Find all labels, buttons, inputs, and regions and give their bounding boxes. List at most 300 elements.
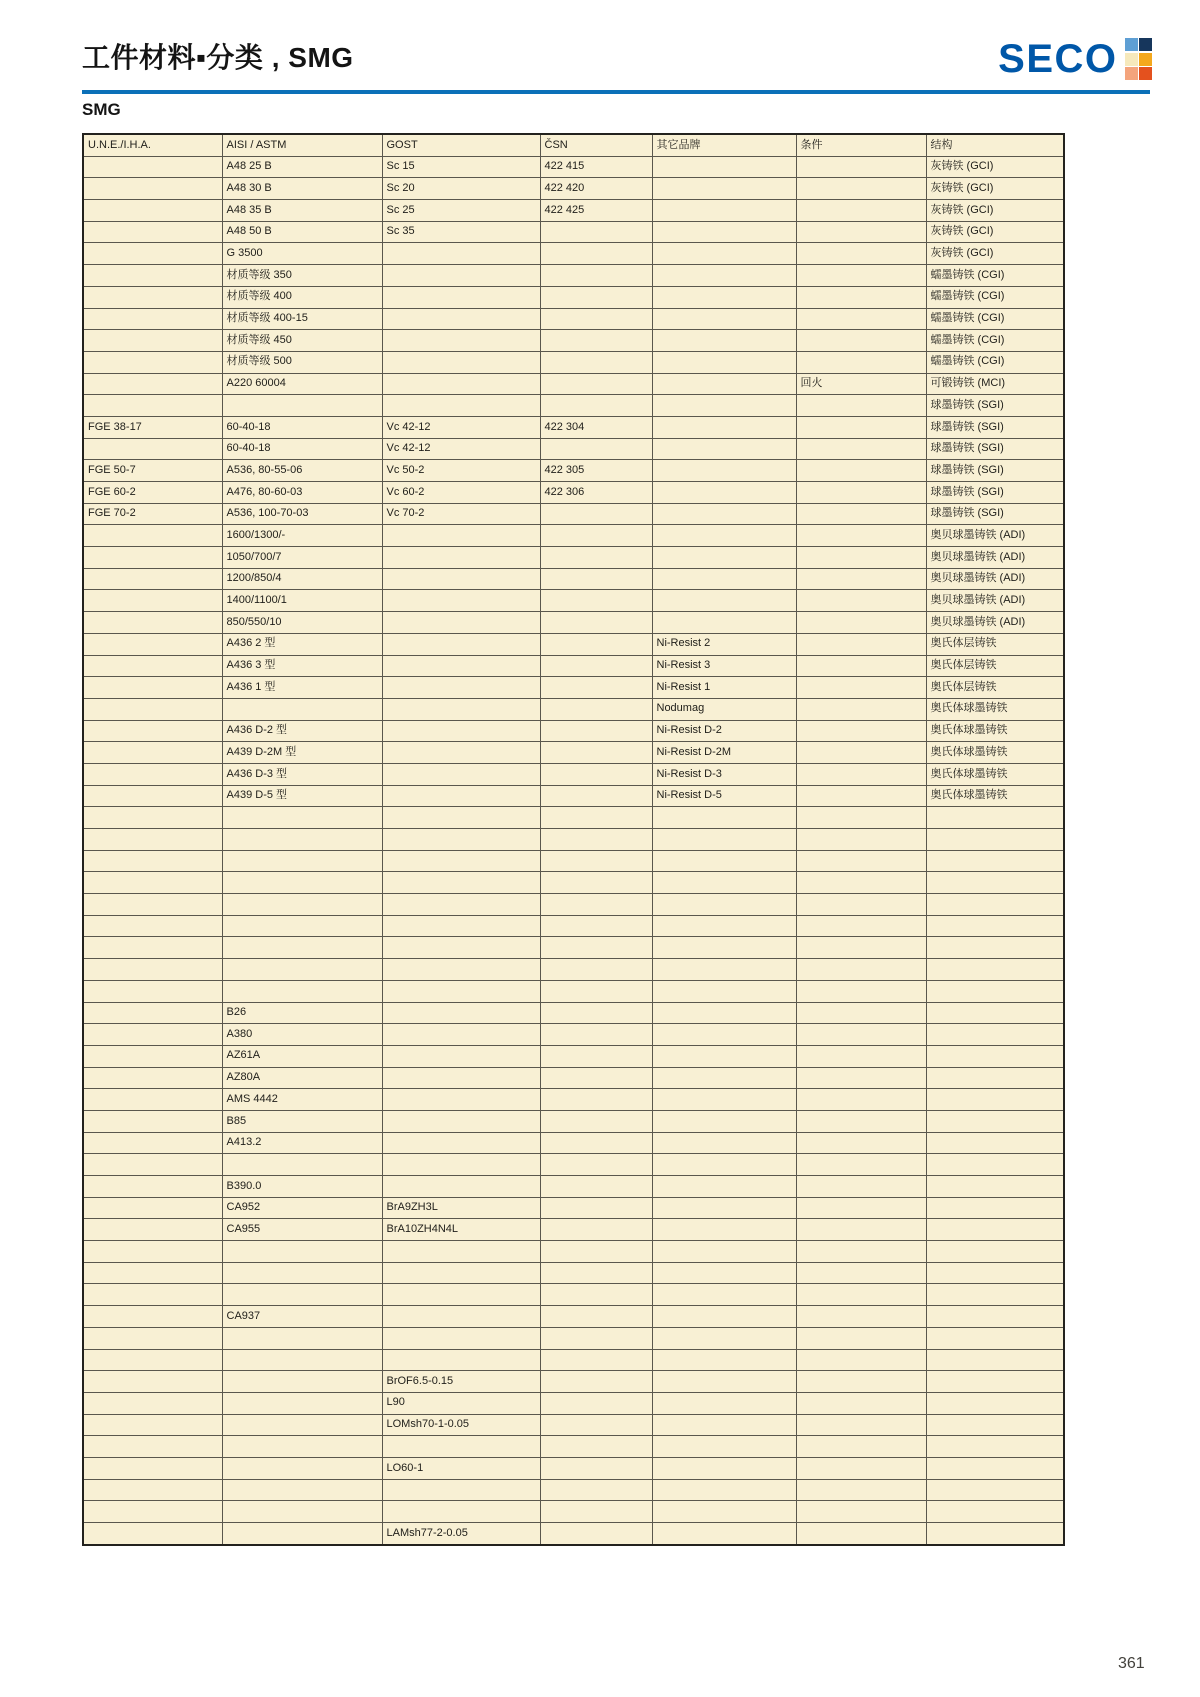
cell: A413.2	[222, 1132, 382, 1154]
seco-logo-text: SECO	[998, 37, 1118, 81]
cell	[652, 243, 796, 265]
table-row	[83, 351, 1064, 373]
cell: 奥氏体层铸铁	[926, 677, 1064, 699]
cell	[926, 1306, 1064, 1328]
cell	[926, 1045, 1064, 1067]
cell: 60-40-18	[222, 416, 382, 438]
cell	[652, 1067, 796, 1089]
cell: 422 306	[540, 482, 652, 504]
logo-mosaic-square	[1139, 38, 1152, 51]
cell	[796, 1414, 926, 1436]
column-header: GOST	[382, 134, 540, 156]
column-header: 条件	[796, 134, 926, 156]
section-label: SMG	[82, 100, 121, 119]
cell	[652, 1306, 796, 1328]
table-row	[83, 807, 1064, 829]
cell	[796, 416, 926, 438]
cell	[926, 1479, 1064, 1501]
cell	[796, 438, 926, 460]
table-row	[83, 503, 1064, 525]
cell	[796, 503, 926, 525]
cell	[540, 742, 652, 764]
cell	[926, 1523, 1064, 1545]
cell	[382, 785, 540, 807]
cell: 422 420	[540, 178, 652, 200]
cell	[540, 286, 652, 308]
cell	[83, 221, 222, 243]
cell	[83, 1436, 222, 1458]
cell	[382, 590, 540, 612]
cell: 球墨铸铁 (SGI)	[926, 482, 1064, 504]
cell	[540, 612, 652, 634]
cell: CA955	[222, 1219, 382, 1241]
cell	[540, 1176, 652, 1198]
cell	[222, 1154, 382, 1176]
cell	[652, 156, 796, 178]
cell: 灰铸铁 (GCI)	[926, 243, 1064, 265]
cell	[652, 221, 796, 243]
cell: B85	[222, 1110, 382, 1132]
column-header: 结构	[926, 134, 1064, 156]
cell	[382, 568, 540, 590]
cell: G 3500	[222, 243, 382, 265]
cell	[652, 265, 796, 287]
cell	[222, 1479, 382, 1501]
cell	[926, 894, 1064, 916]
cell	[796, 547, 926, 569]
cell	[222, 872, 382, 894]
table-row	[83, 156, 1064, 178]
cell: 奥氏体层铸铁	[926, 655, 1064, 677]
cell	[83, 1154, 222, 1176]
cell	[540, 850, 652, 872]
cell	[540, 1219, 652, 1241]
cell	[540, 1457, 652, 1479]
cell: 422 415	[540, 156, 652, 178]
cell	[796, 1132, 926, 1154]
cell: Sc 15	[382, 156, 540, 178]
cell	[926, 1024, 1064, 1046]
table-row	[83, 330, 1064, 352]
cell	[83, 633, 222, 655]
cell: CA952	[222, 1197, 382, 1219]
cell: BrOF6.5-0.15	[382, 1371, 540, 1393]
cell	[926, 937, 1064, 959]
cell	[382, 1241, 540, 1263]
cell	[83, 1197, 222, 1219]
cell	[796, 286, 926, 308]
cell	[540, 1349, 652, 1371]
cell	[382, 872, 540, 894]
cell	[83, 1523, 222, 1545]
cell	[796, 1067, 926, 1089]
cell: 1600/1300/-	[222, 525, 382, 547]
cell	[652, 395, 796, 417]
cell	[796, 677, 926, 699]
cell	[83, 655, 222, 677]
logo-mosaic-square	[1125, 67, 1138, 80]
cell	[796, 1349, 926, 1371]
cell	[540, 590, 652, 612]
table-row	[83, 1241, 1064, 1263]
cell	[652, 872, 796, 894]
cell: 奥氏体球墨铸铁	[926, 742, 1064, 764]
cell	[540, 1479, 652, 1501]
cell	[652, 1045, 796, 1067]
cell	[926, 1436, 1064, 1458]
cell	[540, 763, 652, 785]
cell: Ni-Resist D-2M	[652, 742, 796, 764]
cell	[382, 1045, 540, 1067]
cell	[926, 959, 1064, 981]
cell	[83, 807, 222, 829]
cell	[83, 330, 222, 352]
cell	[382, 1306, 540, 1328]
cell	[652, 525, 796, 547]
cell	[796, 1262, 926, 1284]
cell	[222, 1262, 382, 1284]
table-row	[83, 1501, 1064, 1523]
cell	[652, 1219, 796, 1241]
cell	[796, 1110, 926, 1132]
table-row	[83, 460, 1064, 482]
cell: Nodumag	[652, 698, 796, 720]
cell: 422 305	[540, 460, 652, 482]
cell: Vc 50-2	[382, 460, 540, 482]
cell	[382, 763, 540, 785]
cell	[540, 915, 652, 937]
cell	[382, 612, 540, 634]
cell	[540, 1523, 652, 1545]
cell	[382, 915, 540, 937]
cell	[796, 351, 926, 373]
table-body	[83, 156, 1064, 1545]
cell	[222, 915, 382, 937]
cell: 材质等级 500	[222, 351, 382, 373]
cell: 蠕墨铸铁 (CGI)	[926, 265, 1064, 287]
cell	[540, 1067, 652, 1089]
cell	[796, 178, 926, 200]
table-row	[83, 525, 1064, 547]
cell	[796, 308, 926, 330]
cell	[382, 1349, 540, 1371]
cell	[540, 503, 652, 525]
cell	[382, 1002, 540, 1024]
cell	[382, 1089, 540, 1111]
cell	[83, 1349, 222, 1371]
cell	[222, 959, 382, 981]
cell	[540, 1392, 652, 1414]
cell: 球墨铸铁 (SGI)	[926, 503, 1064, 525]
table-row	[83, 1392, 1064, 1414]
cell	[382, 937, 540, 959]
cell	[926, 1414, 1064, 1436]
cell	[796, 829, 926, 851]
table-row	[83, 655, 1064, 677]
cell	[83, 698, 222, 720]
cell: B390.0	[222, 1176, 382, 1198]
cell	[796, 460, 926, 482]
cell: 灰铸铁 (GCI)	[926, 200, 1064, 222]
cell	[540, 1414, 652, 1436]
cell	[796, 655, 926, 677]
cell: A220 60004	[222, 373, 382, 395]
cell	[83, 1024, 222, 1046]
cell	[83, 1306, 222, 1328]
cell	[926, 1392, 1064, 1414]
cell	[83, 850, 222, 872]
cell	[83, 438, 222, 460]
cell	[222, 1371, 382, 1393]
cell	[796, 807, 926, 829]
table-row	[83, 308, 1064, 330]
cell: A48 50 B	[222, 221, 382, 243]
cell: 可锻铸铁 (MCI)	[926, 373, 1064, 395]
cell	[83, 1479, 222, 1501]
cell	[926, 1089, 1064, 1111]
cell	[540, 959, 652, 981]
cell	[652, 1024, 796, 1046]
table-row	[83, 1197, 1064, 1219]
cell	[540, 1284, 652, 1306]
cell	[222, 1501, 382, 1523]
cell	[222, 1284, 382, 1306]
cell	[540, 525, 652, 547]
cell	[382, 1436, 540, 1458]
table-row	[83, 633, 1064, 655]
cell: Vc 70-2	[382, 503, 540, 525]
cell	[652, 286, 796, 308]
table-row	[83, 1024, 1064, 1046]
cell	[540, 633, 652, 655]
cell: 球墨铸铁 (SGI)	[926, 438, 1064, 460]
cell	[382, 330, 540, 352]
table-row	[83, 980, 1064, 1002]
materials-table	[82, 133, 1065, 1546]
table-row	[83, 265, 1064, 287]
cell	[382, 1110, 540, 1132]
cell	[83, 1045, 222, 1067]
cell	[652, 1414, 796, 1436]
cell	[540, 547, 652, 569]
cell: 材质等级 400-15	[222, 308, 382, 330]
cell	[83, 742, 222, 764]
cell	[926, 1154, 1064, 1176]
cell	[652, 1457, 796, 1479]
cell	[652, 308, 796, 330]
cell	[796, 785, 926, 807]
cell: LAMsh77-2-0.05	[382, 1523, 540, 1545]
cell	[382, 850, 540, 872]
cell	[83, 395, 222, 417]
cell: 奥氏体球墨铸铁	[926, 720, 1064, 742]
cell	[652, 1436, 796, 1458]
cell	[382, 1327, 540, 1349]
cell	[222, 937, 382, 959]
cell: 球墨铸铁 (SGI)	[926, 416, 1064, 438]
cell	[926, 1371, 1064, 1393]
cell	[83, 308, 222, 330]
table-row	[83, 1371, 1064, 1393]
cell	[540, 438, 652, 460]
cell	[222, 698, 382, 720]
cell	[926, 1457, 1064, 1479]
cell	[652, 1284, 796, 1306]
cell	[652, 1154, 796, 1176]
cell	[222, 850, 382, 872]
table-row	[83, 612, 1064, 634]
cell	[796, 850, 926, 872]
cell	[83, 1392, 222, 1414]
cell	[83, 612, 222, 634]
cell	[83, 937, 222, 959]
table-row	[83, 1262, 1064, 1284]
cell	[540, 1024, 652, 1046]
seco-logo-mosaic	[1125, 38, 1153, 80]
cell	[796, 980, 926, 1002]
logo-mosaic-square	[1125, 53, 1138, 66]
cell	[796, 221, 926, 243]
cell	[652, 1110, 796, 1132]
cell: Vc 60-2	[382, 482, 540, 504]
cell	[796, 1479, 926, 1501]
cell	[382, 1501, 540, 1523]
cell	[382, 1284, 540, 1306]
cell	[382, 547, 540, 569]
cell	[796, 894, 926, 916]
cell	[382, 720, 540, 742]
cell	[652, 351, 796, 373]
cell	[83, 1002, 222, 1024]
cell	[222, 807, 382, 829]
table-row	[83, 1306, 1064, 1328]
cell	[382, 1132, 540, 1154]
cell	[83, 785, 222, 807]
cell	[652, 1132, 796, 1154]
cell: B26	[222, 1002, 382, 1024]
cell	[796, 265, 926, 287]
cell	[796, 590, 926, 612]
cell	[83, 872, 222, 894]
cell	[83, 1327, 222, 1349]
cell	[540, 1306, 652, 1328]
cell	[382, 742, 540, 764]
cell	[382, 1067, 540, 1089]
table-row	[83, 1284, 1064, 1306]
cell	[926, 980, 1064, 1002]
cell	[652, 850, 796, 872]
cell	[796, 1045, 926, 1067]
cell	[222, 1241, 382, 1263]
cell	[382, 286, 540, 308]
cell	[540, 1241, 652, 1263]
cell	[796, 1306, 926, 1328]
cell	[926, 1349, 1064, 1371]
cell: FGE 60-2	[83, 482, 222, 504]
cell	[652, 1327, 796, 1349]
cell	[83, 763, 222, 785]
cell: Ni-Resist 3	[652, 655, 796, 677]
cell	[222, 1436, 382, 1458]
cell	[796, 1501, 926, 1523]
table-row	[83, 1349, 1064, 1371]
cell	[926, 1002, 1064, 1024]
table-row	[83, 677, 1064, 699]
cell	[222, 829, 382, 851]
table-row	[83, 178, 1064, 200]
cell	[652, 1262, 796, 1284]
cell	[652, 1479, 796, 1501]
cell	[796, 1024, 926, 1046]
cell	[926, 1176, 1064, 1198]
cell	[83, 1110, 222, 1132]
cell: FGE 38-17	[83, 416, 222, 438]
cell	[652, 482, 796, 504]
cell	[83, 568, 222, 590]
cell	[83, 1132, 222, 1154]
cell	[926, 872, 1064, 894]
cell: A48 35 B	[222, 200, 382, 222]
cell	[652, 590, 796, 612]
table-row	[83, 698, 1064, 720]
cell	[652, 829, 796, 851]
cell	[926, 1262, 1064, 1284]
cell	[652, 568, 796, 590]
table-row	[83, 416, 1064, 438]
cell	[540, 1197, 652, 1219]
cell: 奥贝球墨铸铁 (ADI)	[926, 547, 1064, 569]
header-row	[83, 134, 1064, 156]
cell	[652, 1523, 796, 1545]
cell	[652, 416, 796, 438]
cell	[796, 720, 926, 742]
column-header: U.N.E./I.H.A.	[83, 134, 222, 156]
table-row	[83, 742, 1064, 764]
cell: Ni-Resist D-5	[652, 785, 796, 807]
cell	[540, 1262, 652, 1284]
cell	[796, 482, 926, 504]
cell: A536, 100-70-03	[222, 503, 382, 525]
table-row	[83, 1523, 1064, 1545]
cell	[83, 156, 222, 178]
cell	[652, 1176, 796, 1198]
page-title: 工件材料▪分类 , SMG	[82, 42, 354, 73]
table-row	[83, 1436, 1064, 1458]
cell	[222, 1414, 382, 1436]
cell	[540, 807, 652, 829]
cell	[83, 1284, 222, 1306]
cell	[382, 308, 540, 330]
cell	[222, 1457, 382, 1479]
cell	[83, 1089, 222, 1111]
cell	[83, 200, 222, 222]
cell: A436 3 型	[222, 655, 382, 677]
cell: 奥贝球墨铸铁 (ADI)	[926, 525, 1064, 547]
cell	[540, 677, 652, 699]
logo-mosaic-square	[1139, 67, 1152, 80]
cell	[796, 742, 926, 764]
table-row	[83, 286, 1064, 308]
cell: Ni-Resist D-3	[652, 763, 796, 785]
cell	[83, 1241, 222, 1263]
cell	[222, 1392, 382, 1414]
cell: Vc 42-12	[382, 416, 540, 438]
cell: A380	[222, 1024, 382, 1046]
cell	[652, 373, 796, 395]
cell: LO60-1	[382, 1457, 540, 1479]
logo-mosaic-square	[1139, 53, 1152, 66]
table-row	[83, 243, 1064, 265]
